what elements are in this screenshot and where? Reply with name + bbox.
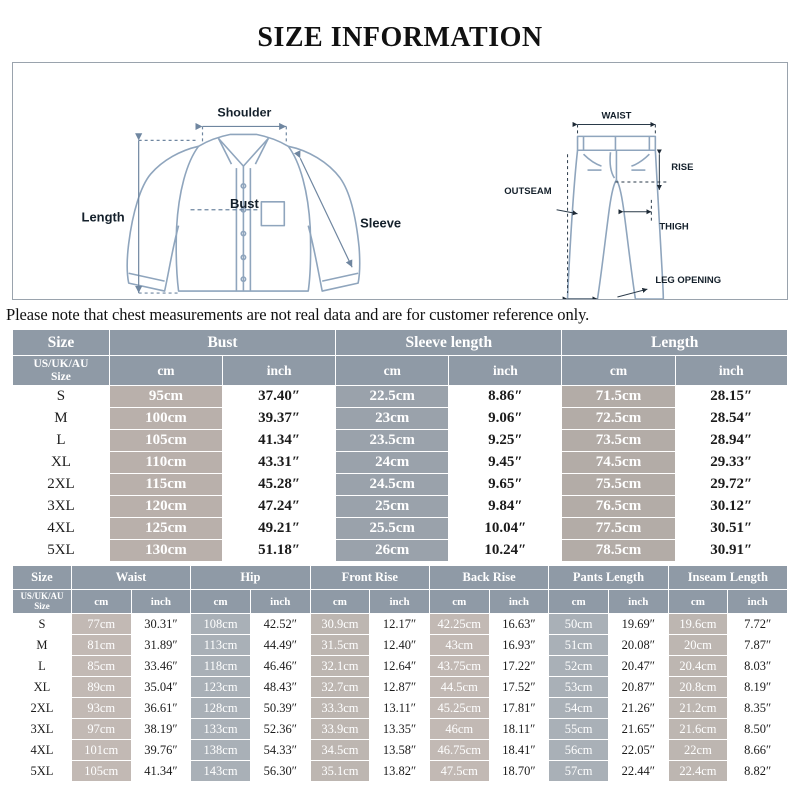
top-row-sleeve-cm: 23.5cm [336, 430, 449, 452]
pants-leg-opening-label: LEG OPENING [655, 275, 722, 287]
bottom-row-pants-length-cm: 51cm [549, 635, 609, 656]
top-row-sleeve-cm: 25.5cm [336, 518, 449, 540]
bottom-subheader-waist-cm: cm [71, 590, 131, 614]
top-row-bust-inch: 49.21″ [223, 518, 336, 540]
bottom-row-back-rise-cm: 43.75cm [429, 656, 489, 677]
top-row-size: 3XL [13, 496, 110, 518]
bottom-row-inseam-length-inch: 8.50″ [728, 719, 788, 740]
shirt-illustration [127, 134, 360, 291]
top-row-sleeve-inch: 9.84″ [449, 496, 562, 518]
bottom-row-hip-inch: 50.39″ [250, 698, 310, 719]
top-table-sub-header-row [13, 356, 788, 386]
bottom-row-back-rise-cm: 47.5cm [429, 761, 489, 782]
top-row-length-inch: 28.15″ [675, 386, 787, 408]
top-subheader-bust-cm: cm [109, 356, 222, 386]
top-row-length-inch: 30.91″ [675, 540, 787, 562]
pants-outseam-label: OUTSEAM [504, 185, 552, 197]
bottom-row-pants-length-cm: 56cm [549, 740, 609, 761]
shirt-shoulder-label: Shoulder [217, 105, 272, 120]
top-row-sleeve-cm: 26cm [336, 540, 449, 562]
pants-thigh-label: THIGH [659, 221, 689, 233]
bottom-row-pants-length-inch: 21.26″ [608, 698, 668, 719]
bottom-row-front-rise-inch: 13.58″ [370, 740, 430, 761]
top-row-length-cm: 71.5cm [562, 386, 675, 408]
table-row [13, 614, 788, 635]
top-subheader-bust-inch: inch [223, 356, 336, 386]
bottom-row-pants-length-cm: 55cm [549, 719, 609, 740]
top-row-bust-cm: 105cm [109, 430, 222, 452]
bottom-row-front-rise-cm: 32.1cm [310, 656, 370, 677]
top-row-sleeve-inch: 9.65″ [449, 474, 562, 496]
table-row [13, 719, 788, 740]
top-row-length-inch: 28.94″ [675, 430, 787, 452]
bottom-row-hip-inch: 46.46″ [250, 656, 310, 677]
bottom-row-pants-length-inch: 19.69″ [608, 614, 668, 635]
top-subheader-sleeve-inch: inch [449, 356, 562, 386]
bottom-header-front-rise: Front Rise [310, 566, 429, 590]
top-row-length-cm: 78.5cm [562, 540, 675, 562]
top-row-length-cm: 75.5cm [562, 474, 675, 496]
bottom-row-waist-cm: 77cm [71, 614, 131, 635]
top-row-size: 5XL [13, 540, 110, 562]
top-row-length-inch: 28.54″ [675, 408, 787, 430]
pants-illustration [568, 136, 664, 299]
top-row-length-cm: 74.5cm [562, 452, 675, 474]
bottom-row-hip-inch: 48.43″ [250, 677, 310, 698]
bottom-row-back-rise-inch: 17.81″ [489, 698, 549, 719]
bottom-row-inseam-length-inch: 7.72″ [728, 614, 788, 635]
top-row-bust-cm: 95cm [109, 386, 222, 408]
top-row-length-inch: 30.51″ [675, 518, 787, 540]
bottom-row-hip-inch: 54.33″ [250, 740, 310, 761]
top-subheader-size-line1: US/UK/AU [33, 358, 89, 371]
bottom-subheader-size-line2: Size [34, 600, 50, 611]
bottom-subheader-back-cm: cm [429, 590, 489, 614]
top-row-size: L [13, 430, 110, 452]
garment-diagram-svg [13, 63, 787, 299]
top-row-sleeve-inch: 10.04″ [449, 518, 562, 540]
bottom-row-pants-length-inch: 20.87″ [608, 677, 668, 698]
top-row-bust-cm: 120cm [109, 496, 222, 518]
bottom-row-waist-inch: 33.46″ [131, 656, 191, 677]
top-row-length-cm: 76.5cm [562, 496, 675, 518]
bottom-row-pants-length-inch: 21.65″ [608, 719, 668, 740]
bottom-row-back-rise-inch: 16.63″ [489, 614, 549, 635]
bottom-row-inseam-length-inch: 8.03″ [728, 656, 788, 677]
bottom-row-size: M [13, 635, 72, 656]
bottom-row-waist-inch: 36.61″ [131, 698, 191, 719]
bottom-row-pants-length-inch: 20.08″ [608, 635, 668, 656]
pants-rise-label: RISE [671, 162, 694, 174]
bottom-header-inseam-length: Inseam Length [668, 566, 787, 590]
bottom-row-waist-cm: 93cm [71, 698, 131, 719]
top-row-sleeve-cm: 24cm [336, 452, 449, 474]
bottom-row-waist-inch: 30.31″ [131, 614, 191, 635]
bottom-subheader-hip-inch: inch [250, 590, 310, 614]
bottom-row-front-rise-inch: 13.35″ [370, 719, 430, 740]
bottom-row-pants-length-inch: 22.44″ [608, 761, 668, 782]
top-row-bust-inch: 43.31″ [223, 452, 336, 474]
measurement-note: Please note that chest measurements are not real data and are for customer reference only. [6, 305, 590, 324]
top-row-size: S [13, 386, 110, 408]
table-row [13, 408, 788, 430]
shirt-bust-label: Bust [230, 195, 259, 211]
bottom-row-front-rise-inch: 13.82″ [370, 761, 430, 782]
top-row-length-cm: 72.5cm [562, 408, 675, 430]
bottom-subheader-size-line1: US/UK/AU [20, 591, 64, 602]
top-row-sleeve-cm: 22.5cm [336, 386, 449, 408]
bottom-row-hip-cm: 143cm [191, 761, 251, 782]
table-row [13, 761, 788, 782]
bottom-row-hip-cm: 118cm [191, 656, 251, 677]
top-subheader-size [13, 356, 110, 386]
top-row-length-cm: 77.5cm [562, 518, 675, 540]
table-row [13, 656, 788, 677]
top-header-bust: Bust [109, 330, 335, 356]
pants-waist-label: WAIST [601, 110, 632, 122]
bottom-row-back-rise-cm: 46cm [429, 719, 489, 740]
top-row-size: 4XL [13, 518, 110, 540]
top-row-bust-inch: 39.37″ [223, 408, 336, 430]
top-row-sleeve-cm: 23cm [336, 408, 449, 430]
bottom-table-group-header-row [13, 566, 788, 590]
bottom-subheader-waist-inch: inch [131, 590, 191, 614]
bottom-row-waist-inch: 38.19″ [131, 719, 191, 740]
bottom-row-inseam-length-cm: 22.4cm [668, 761, 728, 782]
top-row-length-cm: 73.5cm [562, 430, 675, 452]
bottom-subheader-size [13, 590, 72, 614]
top-row-sleeve-cm: 25cm [336, 496, 449, 518]
bottom-row-front-rise-inch: 13.11″ [370, 698, 430, 719]
bottom-row-size: 3XL [13, 719, 72, 740]
bottom-row-hip-cm: 123cm [191, 677, 251, 698]
table-row [13, 677, 788, 698]
bottom-row-front-rise-cm: 34.5cm [310, 740, 370, 761]
bottom-row-inseam-length-cm: 20.8cm [668, 677, 728, 698]
bottom-row-inseam-length-inch: 8.82″ [728, 761, 788, 782]
table-row [13, 740, 788, 761]
bottom-row-front-rise-cm: 35.1cm [310, 761, 370, 782]
bottom-row-back-rise-cm: 43cm [429, 635, 489, 656]
bottom-row-waist-cm: 89cm [71, 677, 131, 698]
bottom-table-sub-header-row [13, 590, 788, 614]
bottom-subheader-front-inch: inch [370, 590, 430, 614]
bottom-row-back-rise-cm: 42.25cm [429, 614, 489, 635]
table-row [13, 698, 788, 719]
top-header-length: Length [562, 330, 788, 356]
bottom-subheader-back-inch: inch [489, 590, 549, 614]
bottom-row-inseam-length-inch: 7.87″ [728, 635, 788, 656]
top-subheader-length-cm: cm [562, 356, 675, 386]
top-row-sleeve-inch: 9.06″ [449, 408, 562, 430]
bottom-subheader-hip-cm: cm [191, 590, 251, 614]
bottom-row-front-rise-inch: 12.87″ [370, 677, 430, 698]
top-subheader-sleeve-cm: cm [336, 356, 449, 386]
bottom-row-hip-cm: 113cm [191, 635, 251, 656]
table-row [13, 474, 788, 496]
top-row-bust-inch: 37.40″ [223, 386, 336, 408]
table-row [13, 452, 788, 474]
bottom-row-front-rise-cm: 30.9cm [310, 614, 370, 635]
top-row-size: XL [13, 452, 110, 474]
top-row-bust-cm: 100cm [109, 408, 222, 430]
bottom-row-back-rise-inch: 18.11″ [489, 719, 549, 740]
bottom-header-size: Size [13, 566, 72, 590]
top-row-bust-inch: 47.24″ [223, 496, 336, 518]
bottom-row-front-rise-cm: 32.7cm [310, 677, 370, 698]
bottom-row-pants-length-cm: 52cm [549, 656, 609, 677]
bottom-row-waist-inch: 39.76″ [131, 740, 191, 761]
top-row-bust-inch: 51.18″ [223, 540, 336, 562]
table-row [13, 540, 788, 562]
bottom-row-inseam-length-cm: 21.6cm [668, 719, 728, 740]
bottom-row-back-rise-inch: 16.93″ [489, 635, 549, 656]
shirt-sleeve-label: Sleeve [360, 215, 402, 231]
bottom-row-back-rise-inch: 17.22″ [489, 656, 549, 677]
bottom-row-back-rise-inch: 18.41″ [489, 740, 549, 761]
top-row-sleeve-inch: 10.24″ [449, 540, 562, 562]
top-table-group-header-row [13, 330, 788, 356]
bottom-row-hip-cm: 128cm [191, 698, 251, 719]
top-subheader-size-line2: Size [51, 370, 71, 383]
top-row-bust-cm: 115cm [109, 474, 222, 496]
top-header-sleeve-length: Sleeve length [336, 330, 562, 356]
bottom-row-hip-inch: 42.52″ [250, 614, 310, 635]
bottom-header-hip: Hip [191, 566, 310, 590]
bottom-row-pants-length-cm: 54cm [549, 698, 609, 719]
bottom-subheader-pants-inch: inch [608, 590, 668, 614]
bottom-row-waist-inch: 41.34″ [131, 761, 191, 782]
bottom-row-size: L [13, 656, 72, 677]
bottom-row-front-rise-inch: 12.40″ [370, 635, 430, 656]
top-row-sleeve-inch: 8.86″ [449, 386, 562, 408]
page-title: SIZE INFORMATION [257, 22, 543, 53]
bottom-row-front-rise-cm: 31.5cm [310, 635, 370, 656]
bottom-row-back-rise-inch: 18.70″ [489, 761, 549, 782]
bottom-row-hip-cm: 138cm [191, 740, 251, 761]
bottom-row-waist-cm: 97cm [71, 719, 131, 740]
bottom-header-back-rise: Back Rise [429, 566, 548, 590]
bottom-row-inseam-length-cm: 20cm [668, 635, 728, 656]
bottom-row-size: S [13, 614, 72, 635]
bottom-row-back-rise-cm: 45.25cm [429, 698, 489, 719]
bottom-row-hip-cm: 108cm [191, 614, 251, 635]
table-row [13, 635, 788, 656]
bottom-row-inseam-length-cm: 21.2cm [668, 698, 728, 719]
bottom-row-size: 2XL [13, 698, 72, 719]
top-row-bust-cm: 110cm [109, 452, 222, 474]
bottom-row-size: 4XL [13, 740, 72, 761]
top-header-size: Size [13, 330, 110, 356]
table-row [13, 386, 788, 408]
bottom-row-back-rise-inch: 17.52″ [489, 677, 549, 698]
bottom-row-front-rise-inch: 12.64″ [370, 656, 430, 677]
bottom-row-inseam-length-cm: 20.4cm [668, 656, 728, 677]
bottom-row-inseam-length-cm: 19.6cm [668, 614, 728, 635]
top-row-size: M [13, 408, 110, 430]
bottom-row-hip-cm: 133cm [191, 719, 251, 740]
top-row-bust-cm: 125cm [109, 518, 222, 540]
bottom-row-pants-length-inch: 22.05″ [608, 740, 668, 761]
bottom-row-waist-inch: 31.89″ [131, 635, 191, 656]
bottom-row-hip-inch: 44.49″ [250, 635, 310, 656]
bottom-row-hip-inch: 56.30″ [250, 761, 310, 782]
bottom-row-waist-inch: 35.04″ [131, 677, 191, 698]
top-row-sleeve-cm: 24.5cm [336, 474, 449, 496]
top-size-table [12, 329, 788, 562]
table-row [13, 496, 788, 518]
bottom-row-front-rise-inch: 12.17″ [370, 614, 430, 635]
bottom-row-inseam-length-inch: 8.19″ [728, 677, 788, 698]
bottom-row-pants-length-inch: 20.47″ [608, 656, 668, 677]
table-row [13, 518, 788, 540]
top-row-sleeve-inch: 9.25″ [449, 430, 562, 452]
bottom-subheader-pants-cm: cm [549, 590, 609, 614]
top-row-size: 2XL [13, 474, 110, 496]
bottom-row-back-rise-cm: 44.5cm [429, 677, 489, 698]
bottom-row-back-rise-cm: 46.75cm [429, 740, 489, 761]
top-row-bust-cm: 130cm [109, 540, 222, 562]
bottom-row-pants-length-cm: 57cm [549, 761, 609, 782]
top-row-length-inch: 29.33″ [675, 452, 787, 474]
bottom-subheader-inseam-cm: cm [668, 590, 728, 614]
bottom-row-inseam-length-cm: 22cm [668, 740, 728, 761]
bottom-row-size: XL [13, 677, 72, 698]
bottom-row-waist-cm: 85cm [71, 656, 131, 677]
bottom-row-waist-cm: 101cm [71, 740, 131, 761]
table-row [13, 430, 788, 452]
garment-diagram-panel [12, 62, 788, 300]
bottom-subheader-inseam-inch: inch [728, 590, 788, 614]
bottom-size-table [12, 565, 788, 782]
bottom-row-inseam-length-inch: 8.35″ [728, 698, 788, 719]
top-subheader-length-inch: inch [675, 356, 787, 386]
top-row-length-inch: 29.72″ [675, 474, 787, 496]
bottom-header-waist: Waist [71, 566, 190, 590]
top-row-sleeve-inch: 9.45″ [449, 452, 562, 474]
bottom-row-front-rise-cm: 33.9cm [310, 719, 370, 740]
top-row-bust-inch: 45.28″ [223, 474, 336, 496]
bottom-row-waist-cm: 105cm [71, 761, 131, 782]
shirt-length-label: Length [81, 209, 125, 225]
bottom-row-pants-length-cm: 53cm [549, 677, 609, 698]
bottom-header-pants-length: Pants Length [549, 566, 668, 590]
bottom-row-size: 5XL [13, 761, 72, 782]
top-row-length-inch: 30.12″ [675, 496, 787, 518]
bottom-row-waist-cm: 81cm [71, 635, 131, 656]
bottom-row-front-rise-cm: 33.3cm [310, 698, 370, 719]
bottom-row-pants-length-cm: 50cm [549, 614, 609, 635]
bottom-row-inseam-length-inch: 8.66″ [728, 740, 788, 761]
bottom-row-hip-inch: 52.36″ [250, 719, 310, 740]
top-row-bust-inch: 41.34″ [223, 430, 336, 452]
bottom-subheader-front-cm: cm [310, 590, 370, 614]
